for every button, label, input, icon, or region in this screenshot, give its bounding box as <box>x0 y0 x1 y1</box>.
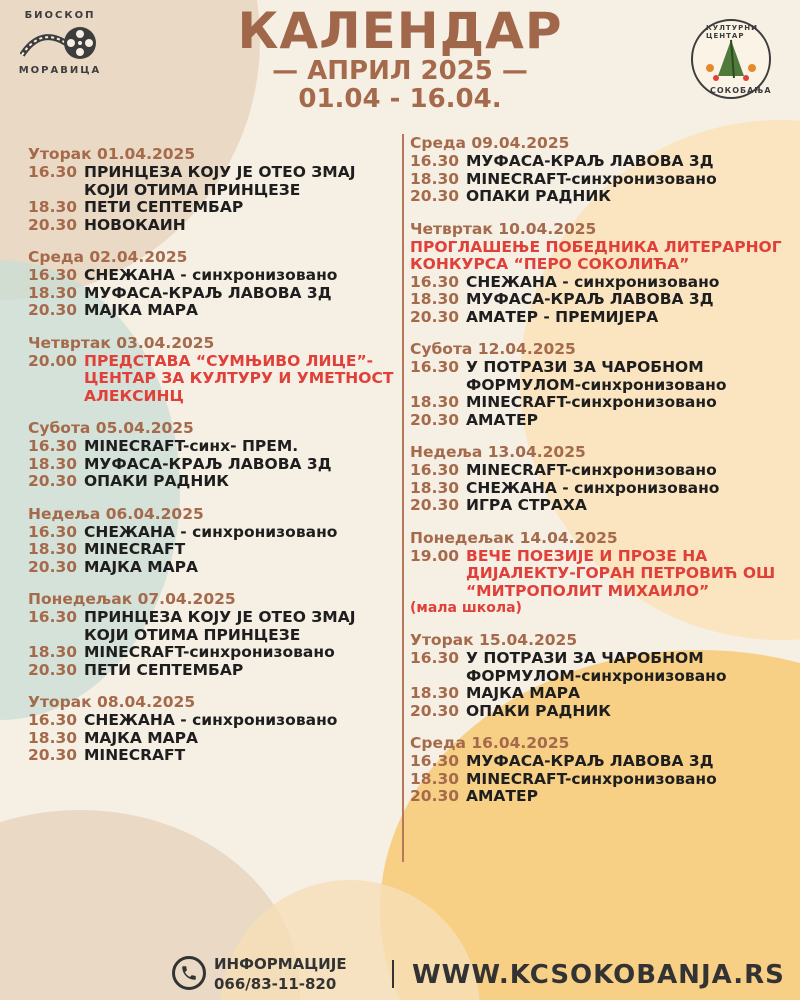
event-name: MINECRAFT-синхронизовано <box>466 169 717 188</box>
event-name: МУФАСА-КРАЉ ЛАВОВА 3Д <box>466 752 714 770</box>
event-row <box>28 609 398 644</box>
phone-number: 066/83-11-820 <box>214 975 337 993</box>
event-time: 16.30 <box>28 437 78 455</box>
event-name: НОВОКАИН <box>84 215 186 234</box>
event-time: 18.30 <box>28 454 78 473</box>
event-name: МУФАСА-КРАЉ ЛАВОВА 3Д <box>466 152 714 170</box>
event-time: 18.30 <box>28 198 78 216</box>
event-name: ПРОГЛАШЕЊЕ ПОБЕДНИКА ЛИТЕРАРНОГ КОНКУРСА “ПЕРО СОКОЛИЋА” <box>410 237 782 273</box>
footer-separator <box>392 960 394 988</box>
event-row <box>28 353 398 406</box>
event-row <box>410 462 790 480</box>
day-title: Среда 16.04.2025 <box>410 734 570 752</box>
event-row <box>410 188 790 206</box>
event-name: МАЈКА МАРА <box>84 728 199 747</box>
culture-center-logo-top: КУЛТУРНИ ЦЕНТАР <box>706 24 758 40</box>
event-time: 20.30 <box>410 307 460 326</box>
day-block <box>28 419 398 491</box>
event-time: 18.30 <box>410 393 460 411</box>
event-name: MINECRAFT-синх- ПРЕМ. <box>84 437 299 455</box>
day-block <box>410 631 790 720</box>
event-time: 18.30 <box>410 684 460 702</box>
day-block <box>410 443 790 515</box>
event-time: 18.30 <box>28 540 78 558</box>
event-name: МУФАСА-КРАЉ ЛАВОВА 3Д <box>84 283 332 302</box>
event-name: ПЕТИ СЕПТЕМБАР <box>84 660 244 679</box>
month-title: — АПРИЛ 2025 — <box>272 56 528 86</box>
column-divider <box>402 134 404 862</box>
event-row <box>410 497 790 515</box>
event-time: 20.30 <box>410 787 460 805</box>
event-note: (мала школа) <box>410 600 522 616</box>
cinema-logo-top: БИОСКОП <box>24 10 96 21</box>
event-time: 16.30 <box>28 163 78 181</box>
event-row <box>410 650 790 685</box>
event-row <box>410 480 790 498</box>
event-row <box>28 285 398 303</box>
event-time: 16.30 <box>410 461 460 479</box>
event-time: 18.30 <box>28 283 78 302</box>
event-name: ПРИНЦЕЗА КОЈУ ЈЕ ОТЕО ЗМАЈ КОЈИ ОТИМА ПРИНЦЕЗЕ <box>84 163 356 199</box>
event-row <box>410 291 790 309</box>
day-block <box>28 590 398 679</box>
day-block <box>28 334 398 406</box>
day-title: Среда 09.04.2025 <box>410 134 570 152</box>
event-name: У ПОТРАЗИ ЗА ЧАРОБНОМ ФОРМУЛОМ-синхронизовано <box>466 358 727 394</box>
event-name: ПРИНЦЕЗА КОЈУ ЈЕ ОТЕО ЗМАЈ КОЈИ ОТИМА ПРИНЦЕЗЕ <box>84 608 356 644</box>
event-time: 20.30 <box>28 472 78 490</box>
event-name: СНЕЖАНА - синхронизовано <box>84 711 338 729</box>
event-row <box>28 712 398 730</box>
event-row <box>28 164 398 199</box>
day-title: Уторак 15.04.2025 <box>410 631 578 649</box>
day-block <box>28 145 398 234</box>
day-block <box>410 134 790 206</box>
day-title: Субота 05.04.2025 <box>28 419 194 437</box>
page-title: КАЛЕНДАР <box>237 2 563 60</box>
day-block <box>410 529 790 618</box>
event-name: МАЈКА МАРА <box>84 557 199 576</box>
event-row <box>410 274 790 292</box>
event-time: 18.30 <box>28 643 78 661</box>
event-time: 18.30 <box>410 769 460 788</box>
event-name: ОПАКИ РАДНИК <box>466 187 611 205</box>
event-row <box>410 703 790 721</box>
day-title: Четвртак 10.04.2025 <box>410 219 597 238</box>
event-row <box>410 309 790 327</box>
event-name: МАЈКА МАРА <box>466 684 581 702</box>
right-column <box>410 134 790 820</box>
culture-center-logo-bottom: СОКОБАЊА <box>710 86 772 95</box>
event-row <box>28 730 398 748</box>
event-time: 18.30 <box>410 478 460 497</box>
info-label: ИНФОРМАЦИЈЕ <box>214 955 347 973</box>
day-block <box>410 734 790 806</box>
day-title: Понедељак 14.04.2025 <box>410 528 618 547</box>
event-time: 20.30 <box>28 557 78 576</box>
event-name: СНЕЖАНА - синхронизовано <box>466 478 720 497</box>
event-time: 16.30 <box>410 649 460 667</box>
event-name: АМАТЕР <box>466 410 538 429</box>
day-block <box>410 340 790 429</box>
event-row <box>28 302 398 320</box>
event-name: MINECRAFT <box>84 746 186 764</box>
event-row <box>28 524 398 542</box>
event-row <box>28 473 398 491</box>
cinema-logo-bottom: МОРАВИЦА <box>18 65 102 76</box>
event-row <box>28 438 398 456</box>
event-time: 20.30 <box>28 746 78 764</box>
event-name: MINECRAFT-синхронизовано <box>84 643 335 661</box>
event-row <box>28 662 398 680</box>
event-name: ПЕТИ СЕПТЕМБАР <box>84 198 244 216</box>
event-time: 16.30 <box>410 358 460 376</box>
day-title: Недеља 06.04.2025 <box>28 504 204 523</box>
day-title: Уторак 01.04.2025 <box>28 145 196 163</box>
event-time: 20.30 <box>28 660 78 679</box>
event-row <box>410 685 790 703</box>
event-row <box>410 788 790 806</box>
event-row <box>28 217 398 235</box>
event-time: 19.00 <box>410 546 460 565</box>
event-name: МУФАСА-КРАЉ ЛАВОВА 3Д <box>466 290 714 308</box>
event-row <box>410 359 790 394</box>
left-column <box>28 145 398 779</box>
event-row <box>28 559 398 577</box>
day-title: Субота 12.04.2025 <box>410 340 576 358</box>
event-name: МУФАСА-КРАЉ ЛАВОВА 3Д <box>84 454 332 473</box>
event-row <box>28 456 398 474</box>
day-title: Понедељак 07.04.2025 <box>28 590 236 608</box>
event-name: MINECRAFT-синхронизовано <box>466 393 717 411</box>
event-name: СНЕЖАНА - синхронизовано <box>466 272 720 291</box>
event-name: ОПАКИ РАДНИК <box>466 701 611 720</box>
website-link[interactable]: WWW.KCSOKOBANJA.RS <box>412 960 785 990</box>
event-time: 20.30 <box>28 215 78 234</box>
event-row <box>410 153 790 171</box>
event-row <box>410 771 790 789</box>
event-row <box>410 171 790 189</box>
event-name: СНЕЖАНА - синхронизовано <box>84 522 338 541</box>
day-title: Уторак 08.04.2025 <box>28 693 196 711</box>
event-name: АМАТЕР - ПРЕМИЈЕРА <box>466 307 659 326</box>
event-time: 18.30 <box>410 290 460 308</box>
event-name: MINECRAFT-синхронизовано <box>466 769 717 788</box>
event-time: 18.30 <box>28 728 78 747</box>
event-time: 18.30 <box>410 169 460 188</box>
phone-icon <box>172 956 206 990</box>
event-name: ПРЕДСТАВА “СУМЊИВО ЛИЦЕ”-ЦЕНТАР ЗА КУЛТУРУ И УМЕТНОСТ АЛЕКСИНЦ <box>84 351 394 405</box>
event-row <box>410 239 790 274</box>
day-title: Четвртак 03.04.2025 <box>28 333 215 352</box>
event-row <box>28 199 398 217</box>
event-time: 20.30 <box>28 301 78 319</box>
event-name: ИГРА СТРАХА <box>466 496 587 514</box>
event-time: 16.30 <box>28 266 78 284</box>
event-name: MINECRAFT <box>84 540 186 558</box>
event-time: 20.30 <box>410 701 460 720</box>
event-row <box>410 753 790 771</box>
event-name: ОПАКИ РАДНИК <box>84 472 229 490</box>
event-row <box>410 412 790 430</box>
event-name: АМАТЕР <box>466 787 538 805</box>
event-row <box>28 747 398 765</box>
event-time: 20.00 <box>28 351 78 370</box>
event-time: 16.30 <box>410 752 460 770</box>
day-block <box>28 693 398 765</box>
day-title: Недеља 13.04.2025 <box>410 443 586 461</box>
info-block <box>214 954 347 994</box>
day-block <box>28 248 398 320</box>
day-block <box>410 220 790 327</box>
date-range: 01.04 - 16.04. <box>298 84 502 114</box>
event-row <box>28 541 398 559</box>
event-name: МАЈКА МАРА <box>84 301 199 319</box>
event-time: 16.30 <box>28 522 78 541</box>
event-row <box>28 267 398 285</box>
event-time: 20.30 <box>410 496 460 514</box>
event-time: 16.30 <box>410 152 460 170</box>
event-name: ВЕЧЕ ПОЕЗИЈЕ И ПРОЗЕ НА ДИЈАЛЕКТУ-ГОРАН ПЕТРОВИЋ ОШ “МИТРОПОЛИТ МИХАИЛО” <box>466 546 776 600</box>
day-title: Среда 02.04.2025 <box>28 248 188 266</box>
event-row <box>410 548 790 601</box>
footer <box>0 950 800 1000</box>
event-name: MINECRAFT-синхронизовано <box>466 461 717 479</box>
event-time: 20.30 <box>410 410 460 429</box>
day-block <box>28 505 398 577</box>
event-name: У ПОТРАЗИ ЗА ЧАРОБНОМ ФОРМУЛОМ-синхронизовано <box>466 649 727 685</box>
event-time: 16.30 <box>28 608 78 626</box>
event-time: 20.30 <box>410 187 460 205</box>
event-row <box>410 394 790 412</box>
event-time: 16.30 <box>410 272 460 291</box>
event-row <box>28 644 398 662</box>
event-time: 16.30 <box>28 711 78 729</box>
event-name: СНЕЖАНА - синхронизовано <box>84 266 338 284</box>
